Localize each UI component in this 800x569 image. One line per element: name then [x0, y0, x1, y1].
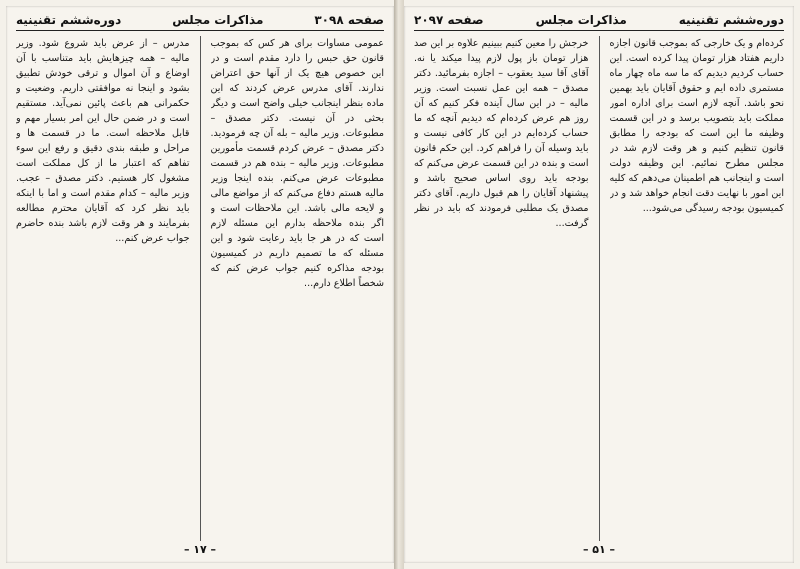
right-column-text: خرجش را معین کنیم ببینیم علاوه بر این صد هزار تومان باز پول لازم پیدا میکند یا نه. آقای آقا سید یعقوب – اجازه بفرمائید. دکتر مصدق – همه این عمل نسبت است. وزیر مالیه – در این سال آینده فکر کنیم که آن روز هم عرض کرده‌ام که دیدیم آنچه که ما حساب کرده‌ایم در این کار کافی نیست و باید وسیله آن را فراهم کرد. این حکم قانون است و بنده در این قسمت عرض می‌کنم که بودجه باید روی اساس صحیح باشد و پیشنهاد آقایان را هم قبول داریم. آقای دکتر مصدق یک مطلبی فرمودند که باید در نظر گرفت... — [414, 38, 589, 229]
left-page — [6, 6, 394, 563]
left-page-session: دوره‌ششم تقنینیه — [16, 13, 122, 27]
left-page-footer: – ۱۷ – — [183, 543, 217, 556]
right-page-column-divider — [599, 36, 600, 541]
left-page-body — [16, 36, 384, 541]
right-page-footer: – ۵۱ – — [582, 543, 616, 556]
left-page-title: مذاکرات مجلس — [172, 13, 264, 27]
right-page-header — [414, 10, 784, 31]
right-column-text: کرده‌ام و یک خارجی که بموجب قانون اجازه داریم هفتاد هزار تومان پیدا کرده است. این حساب کردیم دیدیم که ما سه ماه چهار ماه مستمری داده ایم و حقوق آقایان باید بهمین نحو باشد. آنچه لازم است برای اداره امور مملکت باید بتصویب برسد و در این قسمت وظیفه ما این است که بودجه را مطابق قانون تنظیم کنیم و هر وقت لازم شد در مجلس مطرح نمائیم. این وظیفه دولت است و اینجانب هم اطمینان می‌دهم که کلیه این امور با نهایت دقت انجام خواهد شد و در کمیسیون بودجه رسیدگی می‌شود... — [609, 38, 784, 214]
right-page-column-right — [610, 36, 785, 541]
right-page-column-left — [414, 36, 589, 541]
right-page-number: صفحه ۲۰۹۷ — [414, 13, 484, 27]
left-page-header — [16, 10, 384, 31]
left-page-column-right — [211, 36, 385, 541]
right-page-session: دوره‌ششم تقنینیه — [678, 13, 784, 27]
left-column-text: عمومی مساوات برای هر کس که بموجب قانون حق حبس را دارد مقدم است و در این خصوص هیچ یک از آنها حق اعتراض ندارند. آقای مدرس عرض کردند که این ماده بنظر اینجانب خیلی واضح است و دیگر بحثی در آن نیست. دکتر مصدق – مطبوعات. وزیر مالیه – بله آن چه فرمودید. دکتر مصدق – عرض کردم قسمت مأمورین مطبوعات. وزیر مالیه – بنده هم در قسمت مطبوعات عرض می‌کنم. بنده اینجا وزیر مالیه هستم دفاع می‌کنم که از مواضع مالی و لایحه مالی باشد. این ملاحظات است و اگر بنده ملاحظه بدارم این مسئله لازم است که در هر جا باید رعایت شود و این مسئله که ما تصمیم داریم در کمیسیون بودجه مذاکره کنیم جواب عرض کنم که شخصاً اطلاع دارم... — [210, 38, 384, 289]
left-page-number: صفحه ۳۰۹۸ — [314, 13, 384, 27]
right-page-body — [414, 36, 784, 541]
right-page-title: مذاکرات مجلس — [535, 13, 627, 27]
book-gutter — [394, 0, 404, 569]
left-page-column-left — [16, 36, 190, 541]
right-page — [404, 6, 794, 563]
left-page-column-divider — [200, 36, 201, 541]
left-column-text: مدرس – از عرض باید شروع شود. وزیر مالیه – همه چیزهایش باید متناسب با آن اوضاع و آن اموال و ترقی خودش تطبیق بشود و اینجا نه موافقتی داریم. وضعیت و حکمرانی هم باعث پائین نمی‌آید. مستقیم است و در ضمن حال این امر بسیار مهم و قابل ملاحظه است. ما در قسمت ها و مراحل و طبقه بندی دقیق و رفع این سوء تفاهم که اعتبار ما از کل مملکت است مشغول کار هستیم. دکتر مصدق – عجب. وزیر مالیه – کدام مقدم است و اما با اینکه باید نظر کرد که آقایان محترم مطالعه بفرمایند و هر وقت لازم باشد بنده حاضرم جواب عرض کنم... — [16, 38, 190, 244]
